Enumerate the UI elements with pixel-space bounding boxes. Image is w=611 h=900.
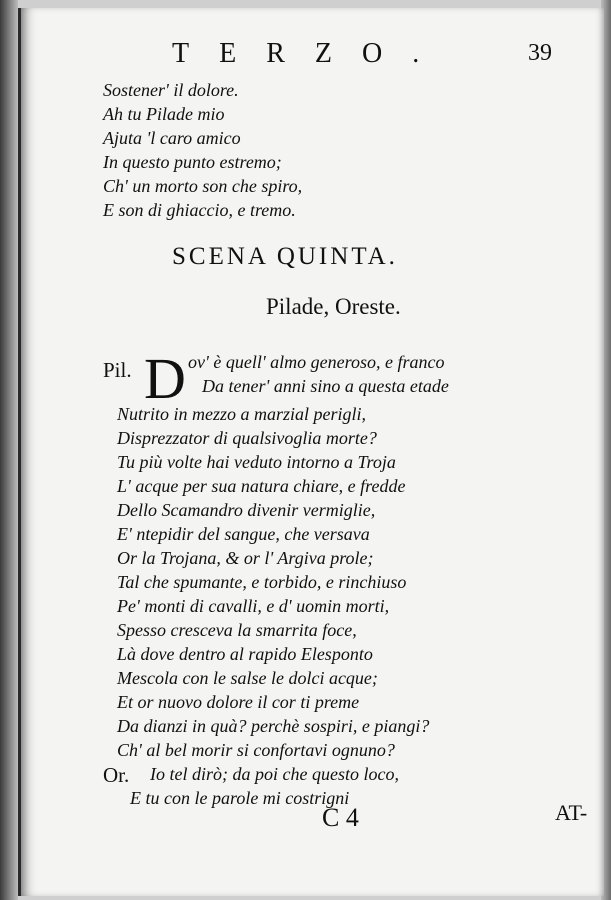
verse-line: ov' è quell' almo generoso, e franco <box>188 352 445 372</box>
verse-line: Nutrito in mezzo a marzial perigli, <box>117 404 367 424</box>
verse-line: L' acque per sua natura chiare, e fredde <box>117 476 406 496</box>
catchword: AT- <box>555 800 588 825</box>
verse-line: Ajuta 'l caro amico <box>103 128 241 148</box>
verse-line: Or la Trojana, & or l' Argiva prole; <box>117 548 374 568</box>
speaker-label: Or. <box>103 763 130 787</box>
book-gutter <box>0 0 18 900</box>
verse-line: Tu più volte hai veduto intorno a Troja <box>117 452 396 472</box>
verse-line: Da tener' anni sino a questa etade <box>202 376 449 396</box>
drop-cap: D <box>144 346 186 411</box>
verse-line: Io tel dirò; da poi che questo loco, <box>150 764 399 784</box>
verse-line: Et or nuovo dolore il cor ti preme <box>117 692 360 712</box>
verse-line: Pe' monti di cavalli, e d' uomin morti, <box>117 596 390 616</box>
speaker-label: Pil. <box>103 358 132 382</box>
verse-line: Dello Scamandro divenir vermiglie, <box>117 500 376 520</box>
verse-line: E tu con le parole mi costrigni <box>130 788 350 808</box>
verse-line: Disprezzator di qualsivoglia morte? <box>117 428 377 448</box>
running-head: TERZO. <box>172 38 450 69</box>
verse-line: E' ntepidir del sangue, che versava <box>117 524 370 544</box>
verse-line: Là dove dentro al rapido Elesponto <box>117 644 373 664</box>
verse-line: Ch' un morto son che spiro, <box>103 176 303 196</box>
verse-line: E son di ghiaccio, e tremo. <box>103 200 296 220</box>
scene-characters: Pilade, Oreste. <box>266 294 401 319</box>
verse-line: Spesso cresceva la smarrita foce, <box>117 620 357 640</box>
verse-line: Mescola con le salse le dolci acque; <box>117 668 378 688</box>
verse-line: Tal che spumante, e torbido, e rinchiuso <box>117 572 407 592</box>
verse-line: Da dianzi in quà? perchè sospiri, e piangi? <box>117 716 430 736</box>
page-number: 39 <box>528 40 552 66</box>
verse-line: Ah tu Pilade mio <box>103 104 225 124</box>
scene-title: SCENA QUINTA. <box>172 243 398 270</box>
verse-line: In questo punto estremo; <box>103 152 282 172</box>
signature-mark: C 4 <box>322 803 359 832</box>
verse-line: Ch' al bel morir si confortavi ognuno? <box>117 740 395 760</box>
verse-line: Sostener' il dolore. <box>103 80 239 100</box>
